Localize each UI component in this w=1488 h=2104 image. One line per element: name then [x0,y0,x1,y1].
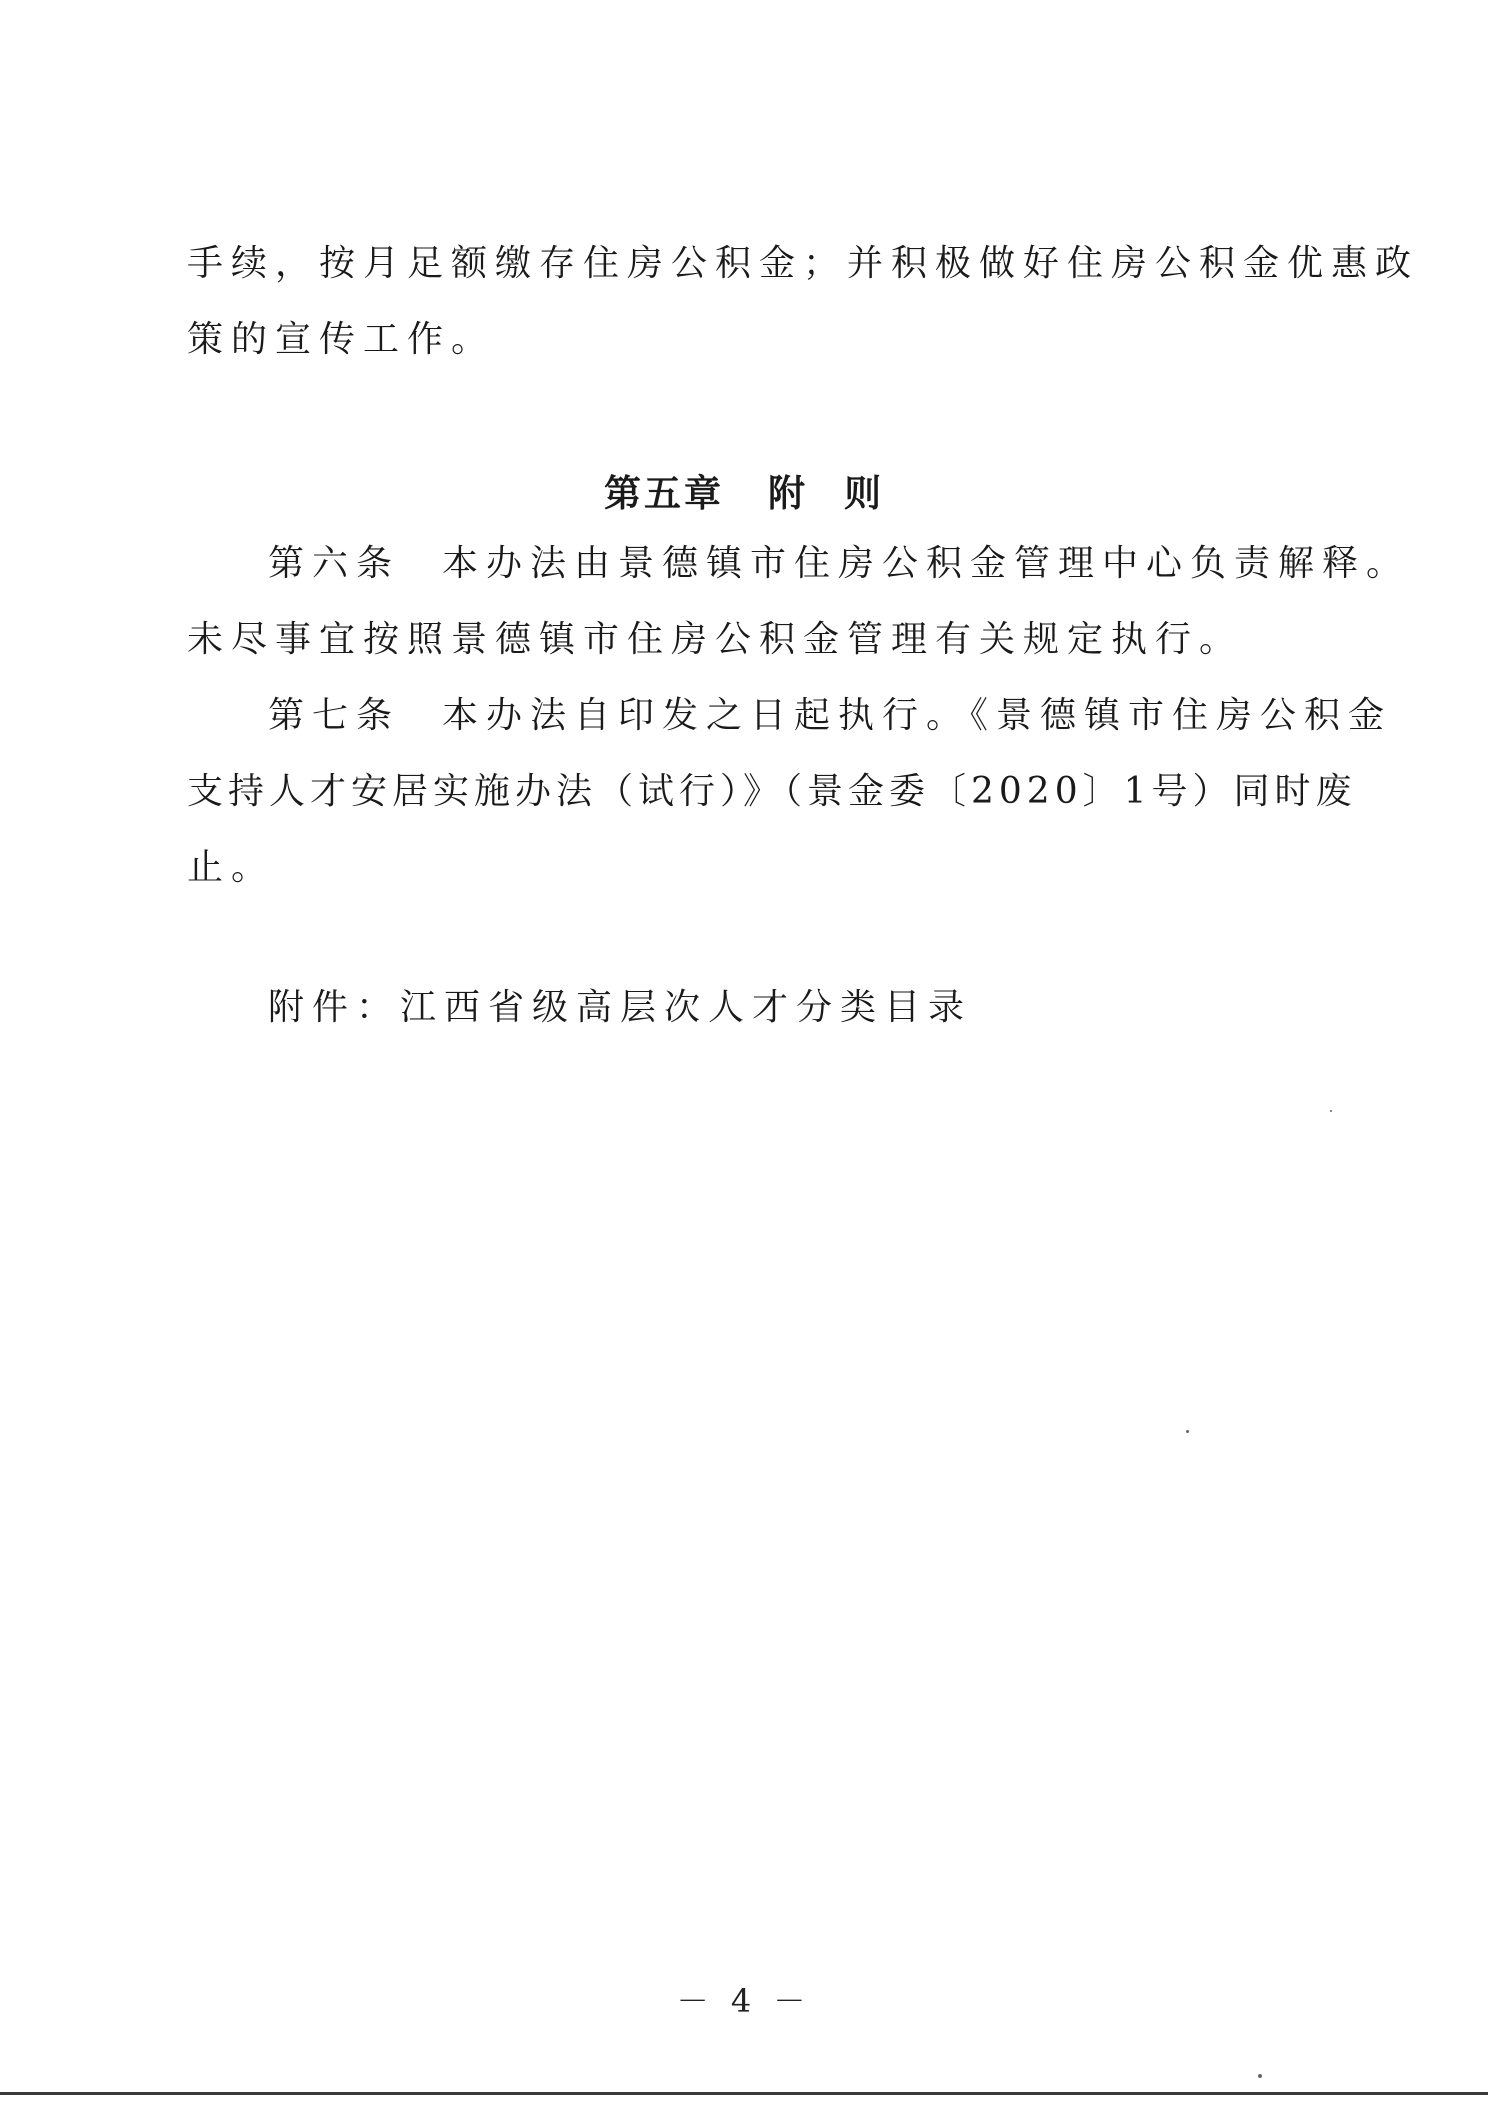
article-7-line-3: 止。 [187,847,276,888]
scan-speck [1186,1430,1189,1433]
article-6-text-1: 本办法由景德镇市住房公积金管理中心负责解释。 [442,543,1411,584]
scan-border-line [0,2092,1488,2095]
article-7-label: 第七条 [268,695,401,736]
page-number: － 4 － [676,1982,812,2020]
article-6-line-2: 未尽事宜按照景德镇市住房公积金管理有关规定执行。 [187,619,1244,660]
chapter-number: 第五章 [604,471,724,515]
chapter-heading [0,463,1488,517]
article-7-line-1 [268,692,1392,740]
continuation-line-1: 手续，按月足额缴存住房公积金；并积极做好住房公积金优惠政 [187,243,1420,284]
chapter-title-part1: 附 [768,471,808,515]
scan-speck [1330,1110,1332,1112]
scan-speck [1258,2074,1262,2078]
article-7-line-2: 支持人才安居实施办法（试行）》（景金委〔2020〕1号）同时废 [187,771,1357,812]
article-6-label: 第六条 [268,543,401,584]
continuation-line-2: 策的宣传工作。 [187,319,496,360]
attachment-line: 附件：江西省级高层次人才分类目录 [268,987,973,1028]
article-7-text-1: 本办法自印发之日起执行。《景德镇市住房公积金 [442,695,1393,736]
article-6-line-1 [268,540,1410,588]
chapter-title-part2: 则 [844,471,884,515]
